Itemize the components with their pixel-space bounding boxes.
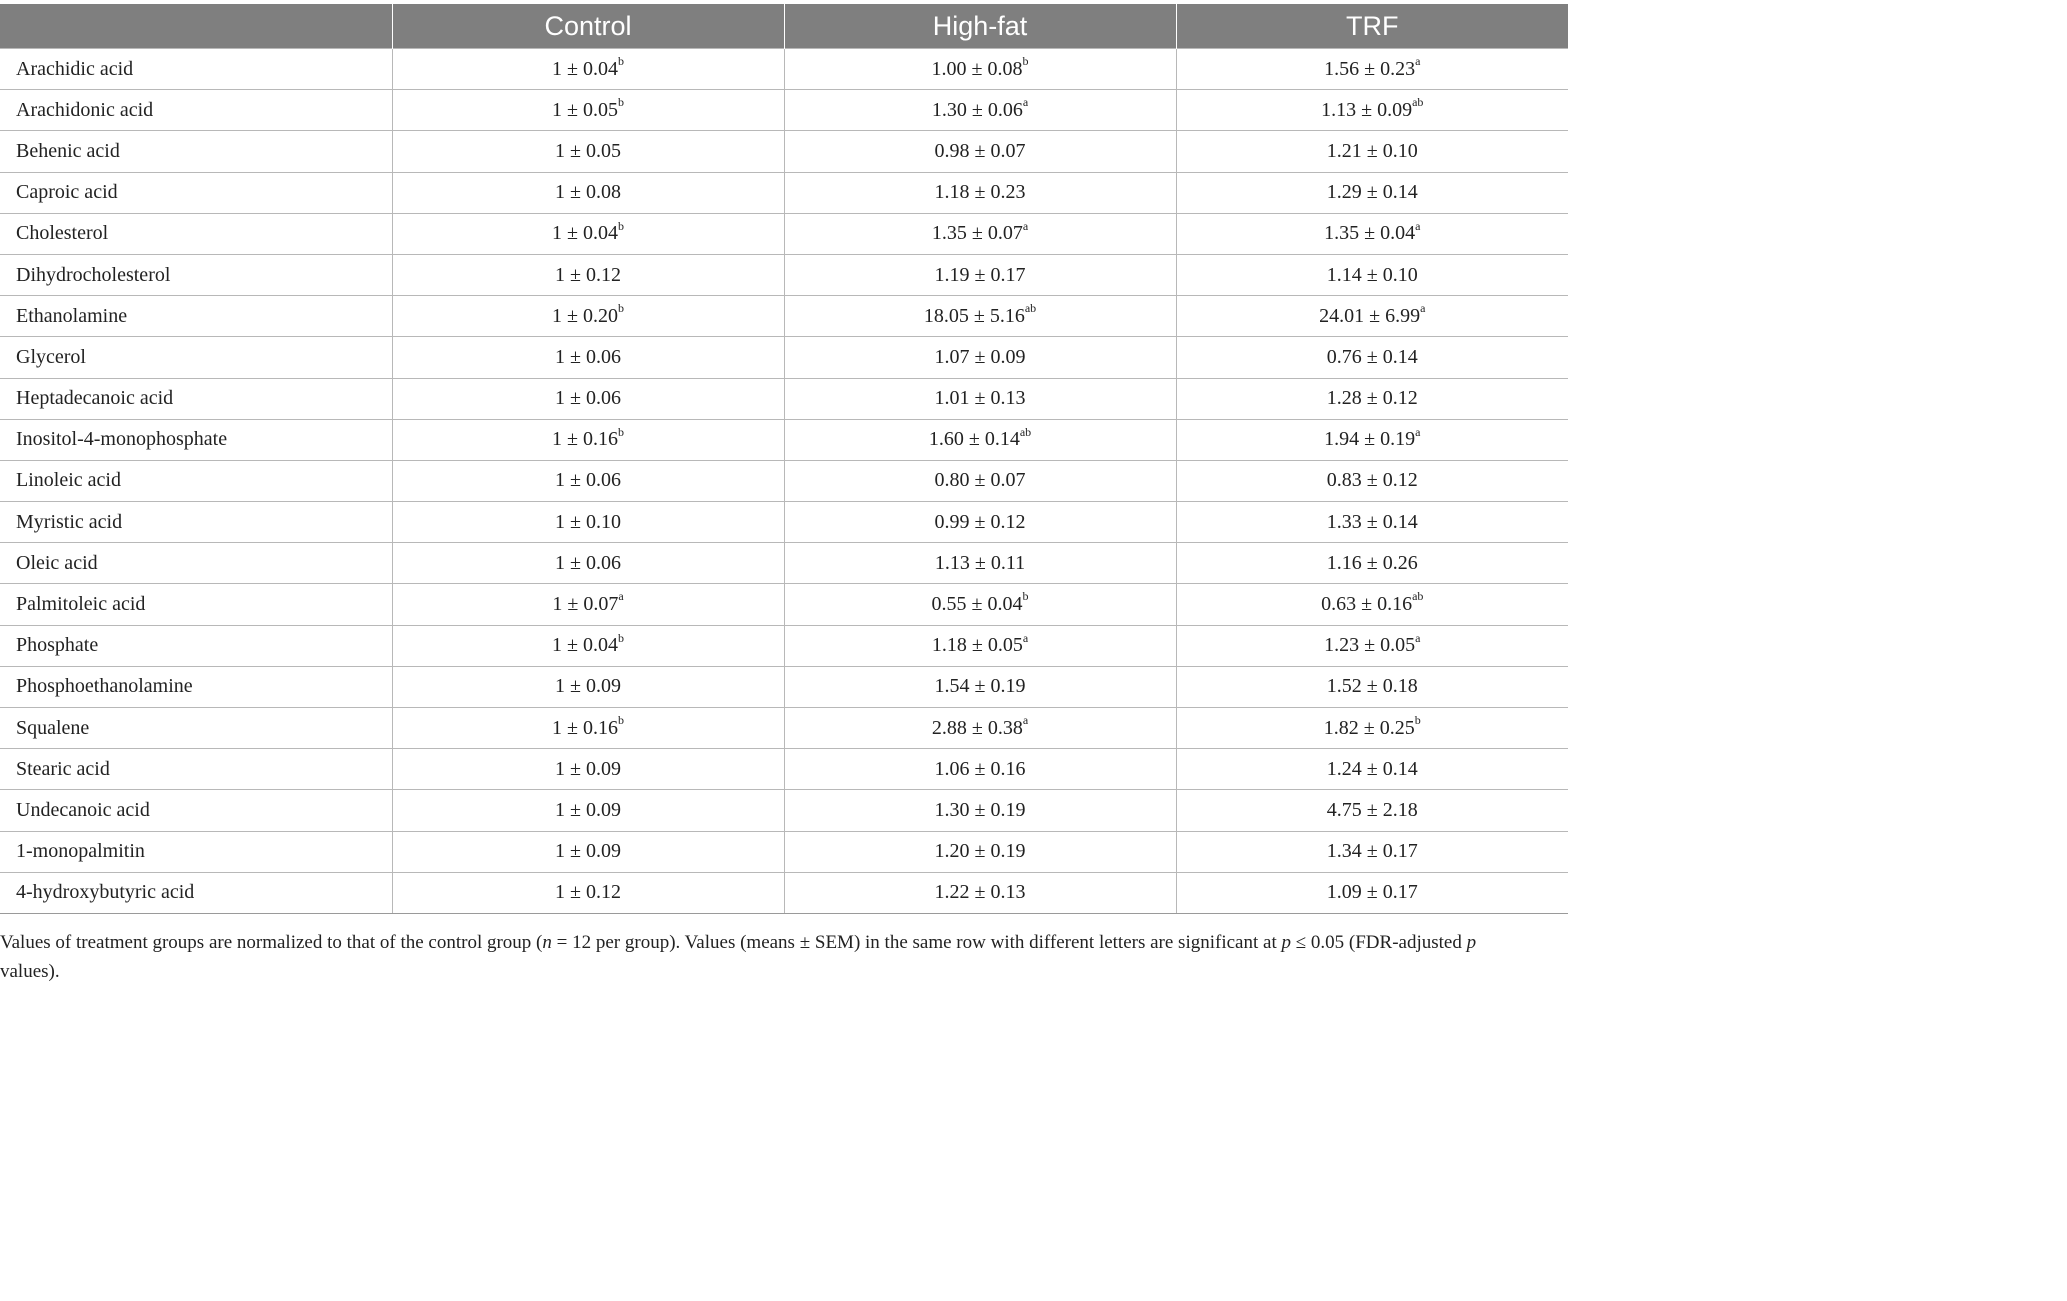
significance-letter: b xyxy=(617,95,624,110)
value-cell-trf xyxy=(1176,708,1568,749)
footnote-p-symbol: p xyxy=(1466,932,1477,953)
metabolite-name: Inositol-4-monophosphate xyxy=(0,419,392,460)
mean-sem-value: 1.28 ± 0.12 xyxy=(1326,387,1418,410)
value-cell-control xyxy=(392,666,784,707)
metabolite-name: Cholesterol xyxy=(0,213,392,254)
value-cell-high-fat xyxy=(784,790,1176,831)
table-row xyxy=(0,213,1568,254)
mean-sem-value: 1.19 ± 0.17 xyxy=(934,263,1026,286)
footnote-n-symbol: n xyxy=(542,932,552,953)
footnote-p-symbol: p xyxy=(1281,932,1291,953)
value-cell-high-fat xyxy=(784,378,1176,419)
mean-sem-value: 1 ± 0.06 xyxy=(555,345,621,368)
table-body xyxy=(0,49,1568,914)
value-cell-control xyxy=(392,296,784,337)
mean-sem-value: 1.30 ± 0.06 xyxy=(931,98,1023,121)
significance-letter: b xyxy=(1414,712,1421,727)
value-cell-control xyxy=(392,213,784,254)
table-row xyxy=(0,708,1568,749)
value-cell-high-fat xyxy=(784,708,1176,749)
footnote-text-1: Values of treatment groups are normalized to that of the control group ( xyxy=(0,932,543,953)
metabolite-name: Arachidonic acid xyxy=(0,90,392,131)
value-cell-high-fat xyxy=(784,543,1176,584)
value-cell-control xyxy=(392,831,784,872)
value-cell-control xyxy=(392,749,784,790)
value-cell-trf xyxy=(1176,90,1568,131)
mean-sem-value: 1.18 ± 0.23 xyxy=(934,181,1026,204)
header-metabolite xyxy=(0,4,392,49)
mean-sem-value: 1.23 ± 0.05 xyxy=(1324,634,1416,657)
mean-sem-value: 1.35 ± 0.07 xyxy=(931,222,1023,245)
metabolite-name: Heptadecanoic acid xyxy=(0,378,392,419)
significance-letter: b xyxy=(617,712,624,727)
mean-sem-value: 1.94 ± 0.19 xyxy=(1324,428,1416,451)
mean-sem-value: 1 ± 0.05 xyxy=(552,98,618,121)
significance-letter: b xyxy=(1022,589,1029,604)
mean-sem-value: 1.20 ± 0.19 xyxy=(934,840,1026,863)
mean-sem-value: 1.13 ± 0.09 xyxy=(1321,98,1413,121)
mean-sem-value: 1 ± 0.12 xyxy=(555,263,621,286)
metabolite-name: Myristic acid xyxy=(0,502,392,543)
table-row xyxy=(0,666,1568,707)
value-cell-control xyxy=(392,254,784,295)
metabolite-name: Glycerol xyxy=(0,337,392,378)
mean-sem-value: 1 ± 0.04 xyxy=(552,222,618,245)
value-cell-high-fat xyxy=(784,254,1176,295)
value-cell-trf xyxy=(1176,584,1568,625)
mean-sem-value: 2.88 ± 0.38 xyxy=(931,716,1023,739)
value-cell-trf xyxy=(1176,749,1568,790)
mean-sem-value: 1.18 ± 0.05 xyxy=(931,634,1023,657)
mean-sem-value: 1 ± 0.12 xyxy=(555,881,621,904)
value-cell-trf xyxy=(1176,502,1568,543)
table-row xyxy=(0,419,1568,460)
metabolite-name: Phosphate xyxy=(0,625,392,666)
mean-sem-value: 1.21 ± 0.10 xyxy=(1326,139,1418,162)
significance-letter: b xyxy=(617,218,624,233)
mean-sem-value: 1 ± 0.09 xyxy=(555,840,621,863)
footnote-text-3: ≤ 0.05 (FDR-adjusted xyxy=(1290,932,1467,953)
value-cell-trf xyxy=(1176,49,1568,90)
table-row xyxy=(0,337,1568,378)
value-cell-control xyxy=(392,584,784,625)
header-row xyxy=(0,4,1568,49)
metabolite-name: Oleic acid xyxy=(0,543,392,584)
metabolite-name: Undecanoic acid xyxy=(0,790,392,831)
value-cell-trf xyxy=(1176,131,1568,172)
mean-sem-value: 1.07 ± 0.09 xyxy=(934,345,1026,368)
significance-letter: a xyxy=(1022,630,1029,645)
mean-sem-value: 1.52 ± 0.18 xyxy=(1326,675,1418,698)
table-row xyxy=(0,625,1568,666)
significance-letter: b xyxy=(617,424,624,439)
metabolite-name: Squalene xyxy=(0,708,392,749)
value-cell-high-fat xyxy=(784,460,1176,501)
table-row xyxy=(0,790,1568,831)
significance-letter: a xyxy=(1415,218,1421,233)
value-cell-control xyxy=(392,543,784,584)
table-footnote xyxy=(0,928,1540,986)
table-row xyxy=(0,296,1568,337)
value-cell-control xyxy=(392,172,784,213)
value-cell-trf xyxy=(1176,378,1568,419)
value-cell-high-fat xyxy=(784,666,1176,707)
mean-sem-value: 1.24 ± 0.14 xyxy=(1326,757,1418,780)
value-cell-control xyxy=(392,49,784,90)
value-cell-trf xyxy=(1176,419,1568,460)
mean-sem-value: 1 ± 0.08 xyxy=(555,181,621,204)
metabolite-name: Palmitoleic acid xyxy=(0,584,392,625)
value-cell-trf xyxy=(1176,460,1568,501)
mean-sem-value: 1.14 ± 0.10 xyxy=(1326,263,1418,286)
value-cell-high-fat xyxy=(784,749,1176,790)
value-cell-high-fat xyxy=(784,419,1176,460)
significance-letter: a xyxy=(1415,630,1421,645)
footnote-text-4: values). xyxy=(0,961,60,982)
metabolite-name: Arachidic acid xyxy=(0,49,392,90)
table-row xyxy=(0,460,1568,501)
mean-sem-value: 1.34 ± 0.17 xyxy=(1326,840,1418,863)
mean-sem-value: 1 ± 0.06 xyxy=(555,469,621,492)
mean-sem-value: 1 ± 0.09 xyxy=(555,798,621,821)
value-cell-trf xyxy=(1176,543,1568,584)
value-cell-high-fat xyxy=(784,584,1176,625)
mean-sem-value: 0.76 ± 0.14 xyxy=(1326,345,1418,368)
significance-letter: a xyxy=(1415,424,1421,439)
value-cell-trf xyxy=(1176,666,1568,707)
value-cell-high-fat xyxy=(784,296,1176,337)
value-cell-high-fat xyxy=(784,213,1176,254)
mean-sem-value: 1.33 ± 0.14 xyxy=(1326,510,1418,533)
value-cell-trf xyxy=(1176,172,1568,213)
mean-sem-value: 0.83 ± 0.12 xyxy=(1326,469,1418,492)
mean-sem-value: 1.22 ± 0.13 xyxy=(934,881,1026,904)
value-cell-control xyxy=(392,790,784,831)
value-cell-control xyxy=(392,419,784,460)
mean-sem-value: 0.99 ± 0.12 xyxy=(934,510,1026,533)
mean-sem-value: 1 ± 0.20 xyxy=(552,304,618,327)
value-cell-control xyxy=(392,708,784,749)
value-cell-control xyxy=(392,872,784,913)
mean-sem-value: 1 ± 0.09 xyxy=(555,675,621,698)
table-row xyxy=(0,502,1568,543)
mean-sem-value: 0.80 ± 0.07 xyxy=(934,469,1026,492)
value-cell-high-fat xyxy=(784,131,1176,172)
metabolite-name: Stearic acid xyxy=(0,749,392,790)
significance-letter: b xyxy=(617,301,624,316)
mean-sem-value: 1 ± 0.07 xyxy=(552,593,619,616)
header-control: Control xyxy=(392,4,784,49)
mean-sem-value: 1.00 ± 0.08 xyxy=(931,57,1023,80)
significance-letter: b xyxy=(617,630,624,645)
significance-letter: b xyxy=(617,53,624,68)
metabolite-name: Linoleic acid xyxy=(0,460,392,501)
value-cell-trf xyxy=(1176,625,1568,666)
header-trf: TRF xyxy=(1176,4,1568,49)
metabolite-table xyxy=(0,4,1568,914)
value-cell-control xyxy=(392,460,784,501)
mean-sem-value: 1.13 ± 0.11 xyxy=(934,551,1026,574)
value-cell-high-fat xyxy=(784,90,1176,131)
significance-letter: ab xyxy=(1412,95,1424,110)
mean-sem-value: 1.35 ± 0.04 xyxy=(1324,222,1416,245)
value-cell-high-fat xyxy=(784,625,1176,666)
mean-sem-value: 1.54 ± 0.19 xyxy=(934,675,1026,698)
mean-sem-value: 1.56 ± 0.23 xyxy=(1324,57,1416,80)
value-cell-control xyxy=(392,378,784,419)
value-cell-control xyxy=(392,90,784,131)
value-cell-control xyxy=(392,625,784,666)
value-cell-trf xyxy=(1176,254,1568,295)
value-cell-high-fat xyxy=(784,172,1176,213)
table-row xyxy=(0,543,1568,584)
table-row xyxy=(0,749,1568,790)
value-cell-high-fat xyxy=(784,831,1176,872)
mean-sem-value: 1.01 ± 0.13 xyxy=(934,387,1026,410)
value-cell-trf xyxy=(1176,337,1568,378)
table-row xyxy=(0,584,1568,625)
mean-sem-value: 24.01 ± 6.99 xyxy=(1319,304,1421,327)
significance-letter: a xyxy=(1022,712,1029,727)
metabolite-name: Phosphoethanolamine xyxy=(0,666,392,707)
value-cell-high-fat xyxy=(784,872,1176,913)
table-row xyxy=(0,49,1568,90)
mean-sem-value: 0.98 ± 0.07 xyxy=(934,139,1026,162)
mean-sem-value: 1.82 ± 0.25 xyxy=(1323,716,1415,739)
table-row xyxy=(0,378,1568,419)
value-cell-trf xyxy=(1176,872,1568,913)
metabolite-name: Behenic acid xyxy=(0,131,392,172)
mean-sem-value: 0.63 ± 0.16 xyxy=(1321,593,1413,616)
mean-sem-value: 1.29 ± 0.14 xyxy=(1326,181,1418,204)
significance-letter: ab xyxy=(1019,424,1032,439)
mean-sem-value: 1 ± 0.04 xyxy=(552,634,618,657)
metabolite-name: Caproic acid xyxy=(0,172,392,213)
mean-sem-value: 18.05 ± 5.16 xyxy=(923,304,1025,327)
significance-letter: a xyxy=(1420,301,1426,316)
mean-sem-value: 1 ± 0.16 xyxy=(552,428,618,451)
significance-letter: a xyxy=(1022,95,1029,110)
table-row xyxy=(0,872,1568,913)
significance-letter: ab xyxy=(1024,301,1037,316)
value-cell-trf xyxy=(1176,213,1568,254)
significance-letter: a xyxy=(1022,218,1029,233)
value-cell-high-fat xyxy=(784,502,1176,543)
mean-sem-value: 1.06 ± 0.16 xyxy=(934,757,1026,780)
mean-sem-value: 1 ± 0.10 xyxy=(555,510,621,533)
significance-letter: a xyxy=(618,589,624,604)
value-cell-control xyxy=(392,502,784,543)
mean-sem-value: 1 ± 0.06 xyxy=(555,551,621,574)
value-cell-trf xyxy=(1176,831,1568,872)
mean-sem-value: 1.09 ± 0.17 xyxy=(1326,881,1418,904)
value-cell-control xyxy=(392,131,784,172)
table-row xyxy=(0,131,1568,172)
mean-sem-value: 1 ± 0.09 xyxy=(555,757,621,780)
significance-letter: ab xyxy=(1412,589,1424,604)
mean-sem-value: 1 ± 0.05 xyxy=(555,139,621,162)
metabolite-name: 4-hydroxybutyric acid xyxy=(0,872,392,913)
mean-sem-value: 1.30 ± 0.19 xyxy=(934,798,1026,821)
footnote-text-2: = 12 per group). Values (means ± SEM) in the same row with different letters are significant at xyxy=(551,932,1282,953)
value-cell-control xyxy=(392,337,784,378)
mean-sem-value: 1 ± 0.04 xyxy=(552,57,618,80)
value-cell-high-fat xyxy=(784,337,1176,378)
metabolite-name: Dihydrocholesterol xyxy=(0,254,392,295)
value-cell-trf xyxy=(1176,296,1568,337)
header-high-fat: High-fat xyxy=(784,4,1176,49)
metabolite-name: 1-monopalmitin xyxy=(0,831,392,872)
table-row xyxy=(0,90,1568,131)
mean-sem-value: 1 ± 0.16 xyxy=(552,716,618,739)
value-cell-trf xyxy=(1176,790,1568,831)
table-row xyxy=(0,831,1568,872)
table-row xyxy=(0,254,1568,295)
mean-sem-value: 1.60 ± 0.14 xyxy=(928,428,1020,451)
mean-sem-value: 0.55 ± 0.04 xyxy=(931,593,1023,616)
value-cell-high-fat xyxy=(784,49,1176,90)
mean-sem-value: 1.16 ± 0.26 xyxy=(1326,551,1418,574)
table-row xyxy=(0,172,1568,213)
metabolite-name: Ethanolamine xyxy=(0,296,392,337)
mean-sem-value: 1 ± 0.06 xyxy=(555,387,621,410)
significance-letter: a xyxy=(1415,53,1421,68)
significance-letter: b xyxy=(1022,53,1029,68)
mean-sem-value: 4.75 ± 2.18 xyxy=(1326,798,1418,821)
